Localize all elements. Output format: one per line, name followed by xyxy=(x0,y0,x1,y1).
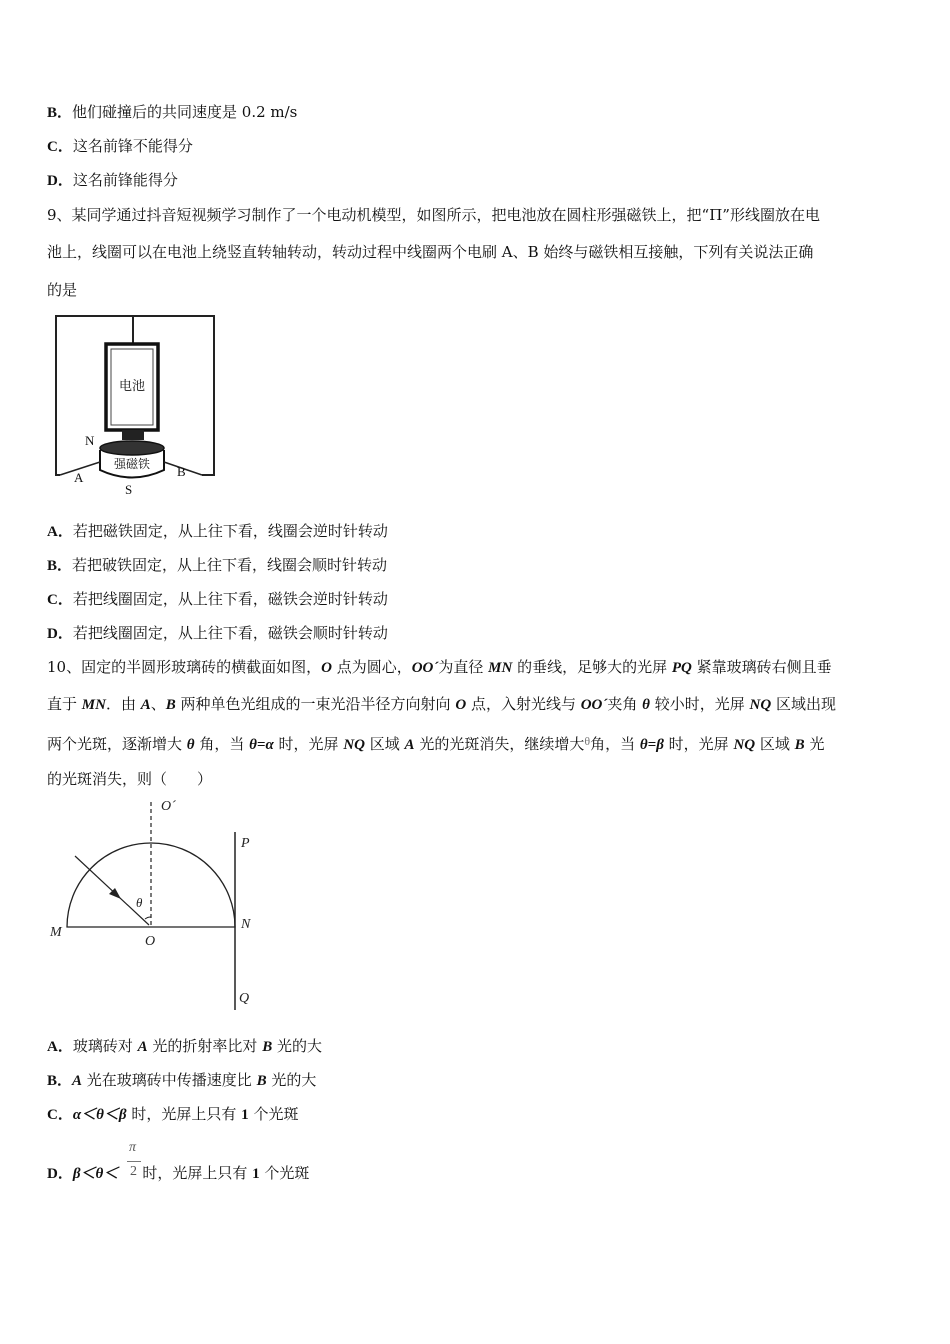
q10-stem-line4: 的光斑消失，则（ ） xyxy=(47,770,213,788)
q8-option-c: C．这名前锋不能得分 xyxy=(47,137,193,155)
q10-stem-line1: 10、固定的半圆形玻璃砖的横截面如图，O 点为圆心，OO´为直径 MN 的垂线，足够大的光屏 PQ 紧靠玻璃砖右侧且垂 xyxy=(47,658,832,676)
q10-option-b: B．A 光在玻璃砖中传播速度比 B 光的大 xyxy=(47,1071,317,1089)
q10-stem-line2: 直于 MN．由 A、B 两种单色光组成的一束光沿半径方向射向 O 点，入射光线与 OO´夹角 θ 较小时，光屏 NQ 区域出现 xyxy=(47,695,836,713)
battery-label: 电池 xyxy=(118,379,146,394)
incident-ray xyxy=(75,856,149,925)
q10-option-c: C．α＜θ＜β 时，光屏上只有 1 个光斑 xyxy=(47,1105,299,1123)
battery-base xyxy=(122,430,144,440)
label-o: O xyxy=(145,934,156,949)
label-s: S xyxy=(125,482,133,497)
label-n: N xyxy=(241,917,251,932)
label-p: P xyxy=(241,836,250,851)
denominator: 2 xyxy=(130,1164,137,1179)
q9-stem-line1: 9、某同学通过抖音短视频学习制作了一个电动机模型，如图所示，把电池放在圆柱形强磁铁上，把“П”形线圈放在电 xyxy=(47,206,820,224)
q9-motor-figure xyxy=(50,310,220,500)
fraction-bar xyxy=(127,1161,141,1162)
q9-option-d: D．若把线圈固定，从上往下看，磁铁会顺时针转动 xyxy=(47,624,388,642)
q9-option-c: C．若把线圈固定，从上往下看，磁铁会逆时针转动 xyxy=(47,590,388,608)
label-a: A xyxy=(74,470,84,485)
q9-option-a: A．若把磁铁固定，从上往下看，线圈会逆时针转动 xyxy=(47,522,388,540)
label-m: M xyxy=(50,925,62,940)
q9-stem-line2: 池上，线圈可以在电池上绕竖直转轴转动，转动过程中线圈两个电刷 A、B 始终与磁铁相互接触，下列有关说法正确 xyxy=(47,243,814,261)
q10-option-d: D．β＜θ＜ 时，光屏上只有 1 个光斑 xyxy=(47,1164,310,1182)
q10-glass-figure xyxy=(45,800,275,1015)
q9-stem-line3: 的是 xyxy=(47,281,78,299)
q10-stem-line3: 两个光斑，逐渐增大 θ 角，当 θ=α 时，光屏 NQ 区域 A 光的光斑消失，继续增大$^\theta$角，当 θ=β 时，光屏 NQ 区域 B 光 xyxy=(47,734,825,753)
q8-option-b: B．他们碰撞后的共同速度是 0.2 m/s xyxy=(47,103,298,121)
q10-option-a: A．玻璃砖对 A 光的折射率比对 B 光的大 xyxy=(47,1037,322,1055)
q8-option-d: D．这名前锋能得分 xyxy=(47,171,178,189)
q9-option-b: B．若把破铁固定，从上往下看，线圈会顺时针转动 xyxy=(47,556,388,574)
label-theta: θ xyxy=(136,895,143,910)
label-n: N xyxy=(85,433,95,448)
label-q: Q xyxy=(239,991,250,1006)
label-b: B xyxy=(177,464,186,479)
pi-numerator: π xyxy=(129,1140,137,1155)
label-o-prime: O´ xyxy=(161,800,176,814)
magnet-label: 强磁铁 xyxy=(113,457,151,471)
